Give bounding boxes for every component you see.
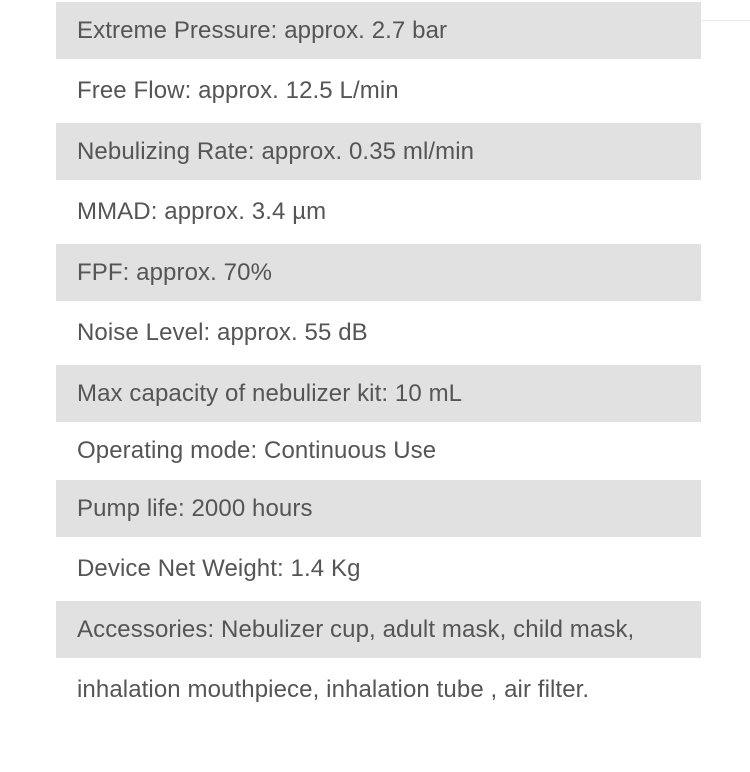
- spec-row-extreme-pressure: Extreme Pressure: approx. 2.7 bar: [56, 2, 701, 59]
- spec-row-nebulizing-rate: Nebulizing Rate: approx. 0.35 ml/min: [56, 123, 701, 180]
- spec-row-pump-life: Pump life: 2000 hours: [56, 480, 701, 537]
- spec-row-net-weight: Device Net Weight: 1.4 Kg: [56, 537, 701, 601]
- spec-row-free-flow: Free Flow: approx. 12.5 L/min: [56, 59, 701, 123]
- spec-row-mmad: MMAD: approx. 3.4 µm: [56, 180, 701, 244]
- spec-row-noise-level: Noise Level: approx. 55 dB: [56, 301, 701, 365]
- divider-line: [700, 20, 750, 21]
- spec-list: [56, 2, 701, 658]
- spec-row-fpf: FPF: approx. 70%: [56, 244, 701, 301]
- accessories-continuation: inhalation mouthpiece, inhalation tube , air filter.: [77, 676, 590, 703]
- spec-row-max-capacity: Max capacity of nebulizer kit: 10 mL: [56, 365, 701, 422]
- spec-row-accessories: Accessories: Nebulizer cup, adult mask, child mask,: [56, 601, 701, 658]
- spec-row-operating-mode: Operating mode: Continuous Use: [56, 422, 701, 480]
